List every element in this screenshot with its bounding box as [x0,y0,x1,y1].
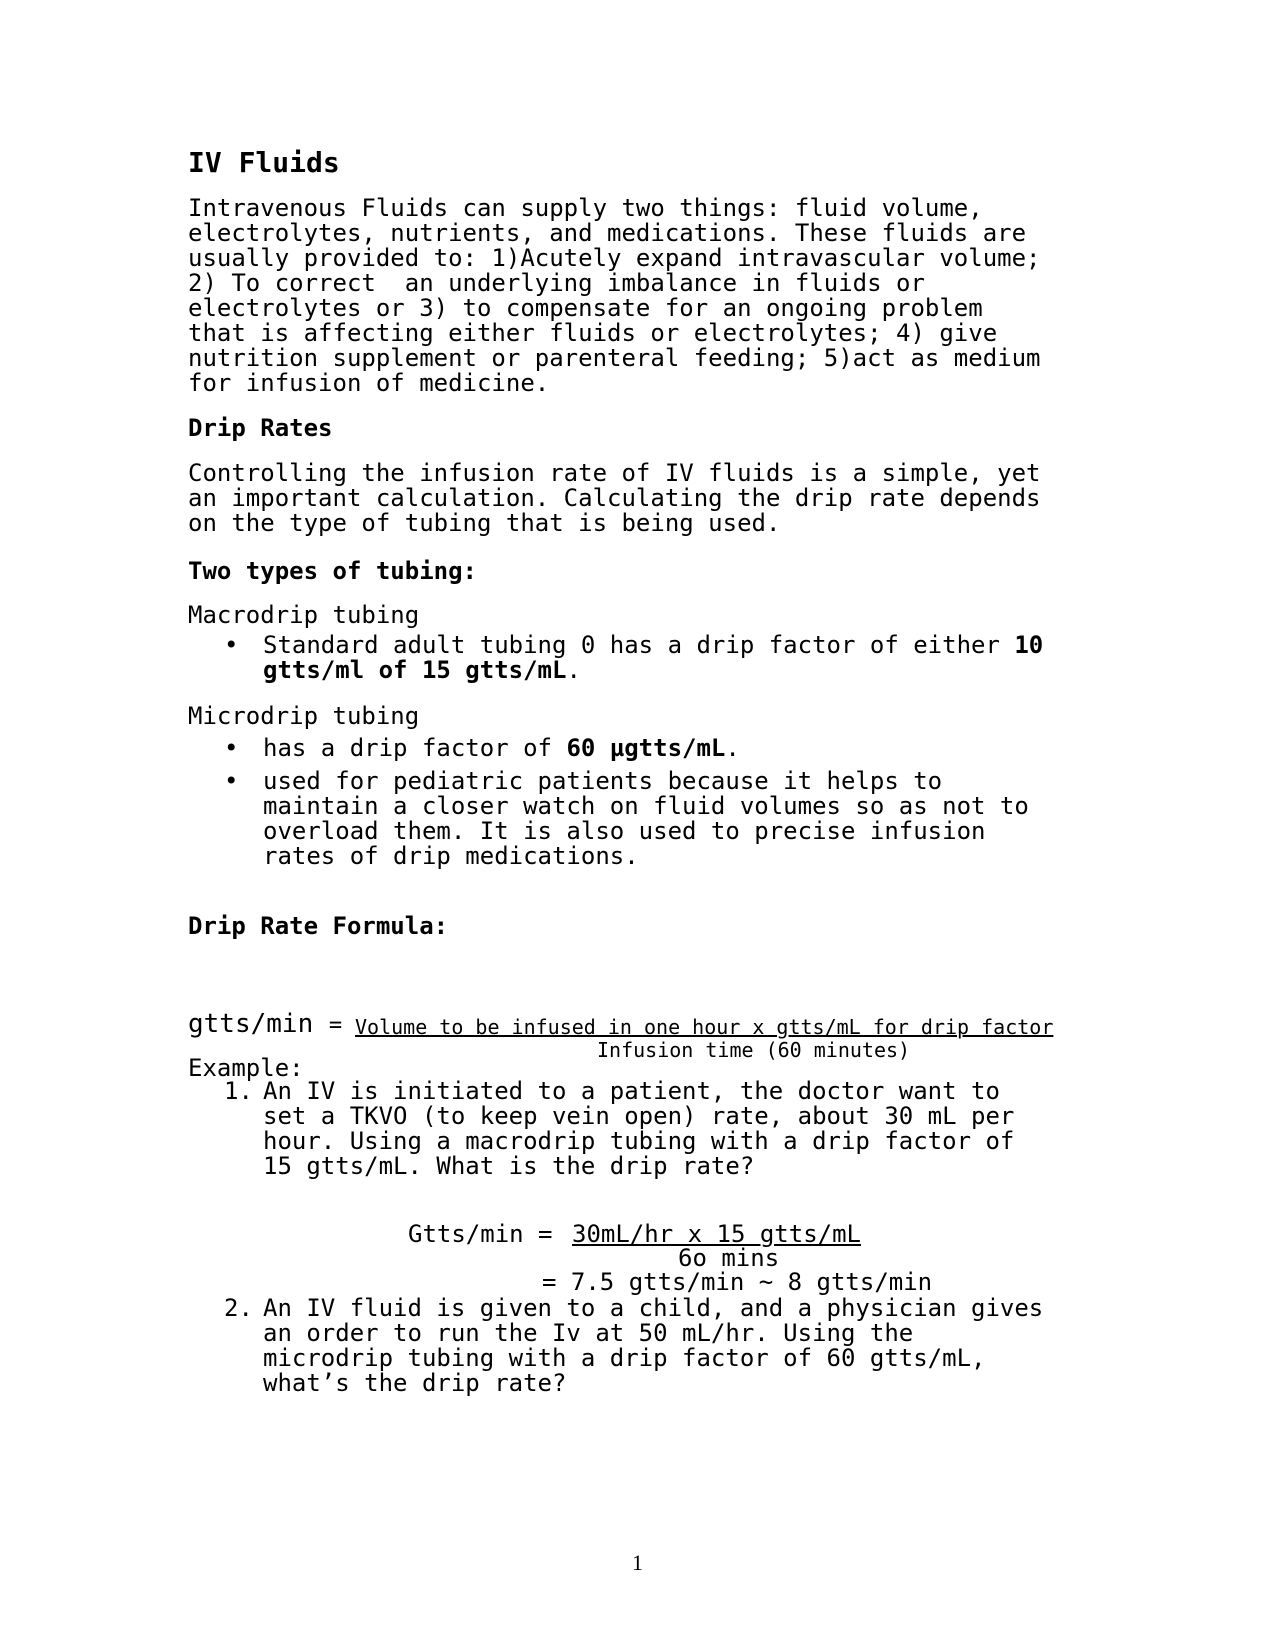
example-list-2 [188,1296,1043,1396]
drip-factor-value: 60 µgtts/mL [566,734,726,762]
page-number: 1 [632,1550,643,1575]
intro-paragraph: Intravenous Fluids can supply two things: fluid volume, electrolytes, nutrients, and medications. These fluids are usually provided to: 1)Acutely expand intravascular volume; 2) To correct an underlying imbalance in fluids or electrolytes or 3) to compensate for an ongoing problem that is affecting either fluids or electrolytes; 4) give nutrition supplement or parenteral feeding; 5)act as medium for infusion of medicine. [188,194,1041,397]
formula-lhs: gtts/min = [188,1009,343,1039]
page-title: IV Fluids [188,146,340,179]
microdrip-list [188,736,1029,869]
example-label: Example: [188,1054,304,1082]
drip-rates-heading: Drip Rates [188,414,333,442]
formula-numerator: Volume to be infused in one hour x gtts/mL for drip factor [355,1015,1054,1039]
list-item: • used for pediatric patients because it helps to maintain a closer watch on fluid volumes so as not to overload them. It is also used to precise infusion rates of drip medications. [188,769,1029,869]
list-item: 1. An IV is initiated to a patient, the doctor want to set a TKVO (to keep vein open) rate, about 30 mL per hour. Using a macrodrip tubing with a drip factor of 15 gtts/mL. What is the drip rate? [224,1077,1015,1180]
calc-numerator: 30mL/hr x 15 gtts/mL [572,1220,861,1248]
calc-lhs: Gtts/min = [408,1220,567,1248]
calc-result: = 7.5 gtts/min ~ 8 gtts/min [542,1268,933,1296]
calc-denominator: 6o mins [678,1244,780,1272]
macrodrip-label: Macrodrip tubing [188,601,420,629]
drip-factor-value: 10 [1014,631,1044,659]
formula-heading: Drip Rate Formula: [188,912,449,940]
tubing-types-heading: Two types of tubing: [188,557,477,585]
drip-factor-value: gtts/ml of 15 gtts/mL [263,656,567,684]
macrodrip-list [188,633,1043,683]
example-list-1 [188,1079,1014,1179]
list-item: • Standard adult tubing 0 has a drip factor of either 10 gtts/ml of 15 gtts/mL. [188,633,1043,683]
formula-denominator: Infusion time (60 minutes) [597,1038,911,1062]
list-item: 2. An IV fluid is given to a child, and a physician gives an order to run the Iv at 50 mL/hr. Using the microdrip tubing with a drip factor of 60 gtts/mL, what’s the drip rate? [224,1294,1044,1397]
list-item: • has a drip factor of 60 µgtts/mL. [188,736,1029,761]
drip-rates-paragraph: Controlling the infusion rate of IV fluids is a simple, yet an important calculation. Calculating the drip rate depends on the type of tubing that is being used. [188,459,1041,537]
microdrip-label: Microdrip tubing [188,702,420,730]
